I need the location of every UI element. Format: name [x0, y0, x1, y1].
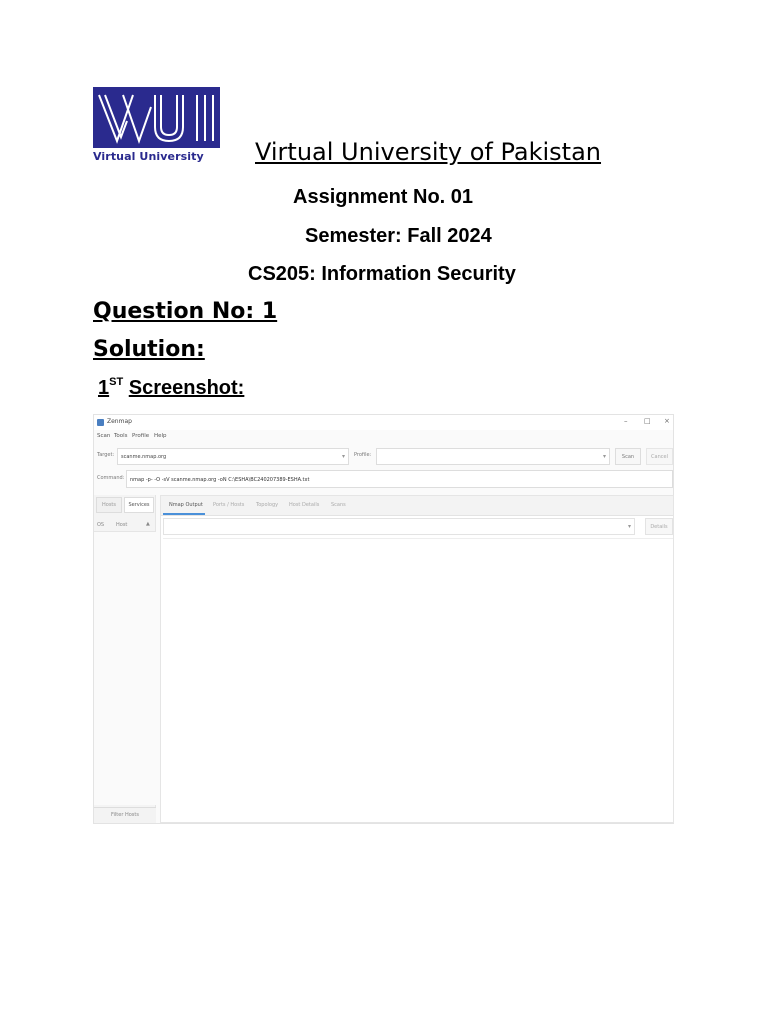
hosts-panel: [94, 495, 156, 823]
menu-profile[interactable]: Profile: [132, 433, 150, 439]
sort-arrow-icon[interactable]: ▲: [146, 521, 150, 527]
menu-bar: [94, 431, 673, 441]
details-button[interactable]: Details: [645, 518, 673, 535]
screenshot-label: [98, 377, 244, 400]
solution-heading: Solution:: [93, 337, 205, 362]
vu-logo: [93, 87, 220, 164]
profile-select[interactable]: [376, 448, 610, 465]
chevron-down-icon[interactable]: ▾: [341, 453, 345, 460]
title-bar: [94, 415, 673, 430]
close-icon[interactable]: ×: [664, 417, 670, 425]
chevron-down-icon[interactable]: ▾: [627, 523, 631, 530]
output-host-select[interactable]: [163, 518, 635, 535]
os-column-header[interactable]: OS: [97, 522, 105, 528]
question-heading: Question No: 1: [93, 299, 278, 324]
screenshot-ordinal: ST: [109, 376, 124, 388]
nmap-output-area[interactable]: [163, 538, 673, 822]
command-label: Command:: [97, 475, 125, 481]
output-tabs: [161, 496, 673, 516]
profile-label: Profile:: [354, 452, 372, 458]
university-title: Virtual University of Pakistan: [255, 138, 602, 166]
host-list[interactable]: [94, 531, 156, 805]
tab-host-details[interactable]: Host Details: [289, 502, 320, 508]
zenmap-window: [93, 414, 674, 824]
semester: Semester: Fall 2024: [305, 225, 492, 247]
minimize-icon[interactable]: –: [624, 417, 628, 425]
vu-logo-mark: [93, 87, 220, 148]
command-input[interactable]: nmap -p- -O -sV scanme.nmap.org -oN C:\ESHA\BC240207389-ESHA.txt: [126, 470, 673, 488]
screenshot-text: Screenshot:: [128, 377, 245, 399]
tab-nmap-output[interactable]: Nmap Output: [169, 502, 203, 508]
tab-ports-hosts[interactable]: Ports / Hosts: [213, 502, 245, 508]
tab-scans[interactable]: Scans: [331, 502, 346, 508]
vu-logo-emblem: [93, 87, 220, 148]
active-tab-indicator: [163, 513, 205, 515]
filter-hosts-button[interactable]: Filter Hosts: [94, 807, 156, 823]
host-column-header[interactable]: Host: [116, 522, 128, 528]
chevron-down-icon[interactable]: ▾: [602, 453, 606, 460]
scan-button[interactable]: Scan: [615, 448, 641, 465]
menu-tools[interactable]: Tools: [114, 433, 128, 439]
vu-logo-caption: Virtual University: [93, 150, 204, 163]
menu-help[interactable]: Help: [154, 433, 167, 439]
target-value: scanme.nmap.org: [121, 454, 167, 460]
screenshot-number: 1: [98, 377, 110, 399]
target-input[interactable]: [117, 448, 349, 465]
tab-topology[interactable]: Topology: [256, 502, 279, 508]
tab-hosts[interactable]: Hosts: [96, 497, 122, 513]
course-title: CS205: Information Security: [248, 263, 516, 285]
target-label: Target:: [97, 452, 115, 458]
tab-services[interactable]: Services: [124, 497, 154, 513]
zenmap-icon: [97, 419, 104, 426]
cancel-button[interactable]: Cancel: [646, 448, 673, 465]
maximize-icon[interactable]: □: [644, 417, 651, 425]
window-title: Zenmap: [107, 418, 132, 425]
assignment-number: Assignment No. 01: [293, 186, 474, 208]
menu-scan[interactable]: Scan: [97, 433, 111, 439]
output-panel: [160, 495, 674, 823]
